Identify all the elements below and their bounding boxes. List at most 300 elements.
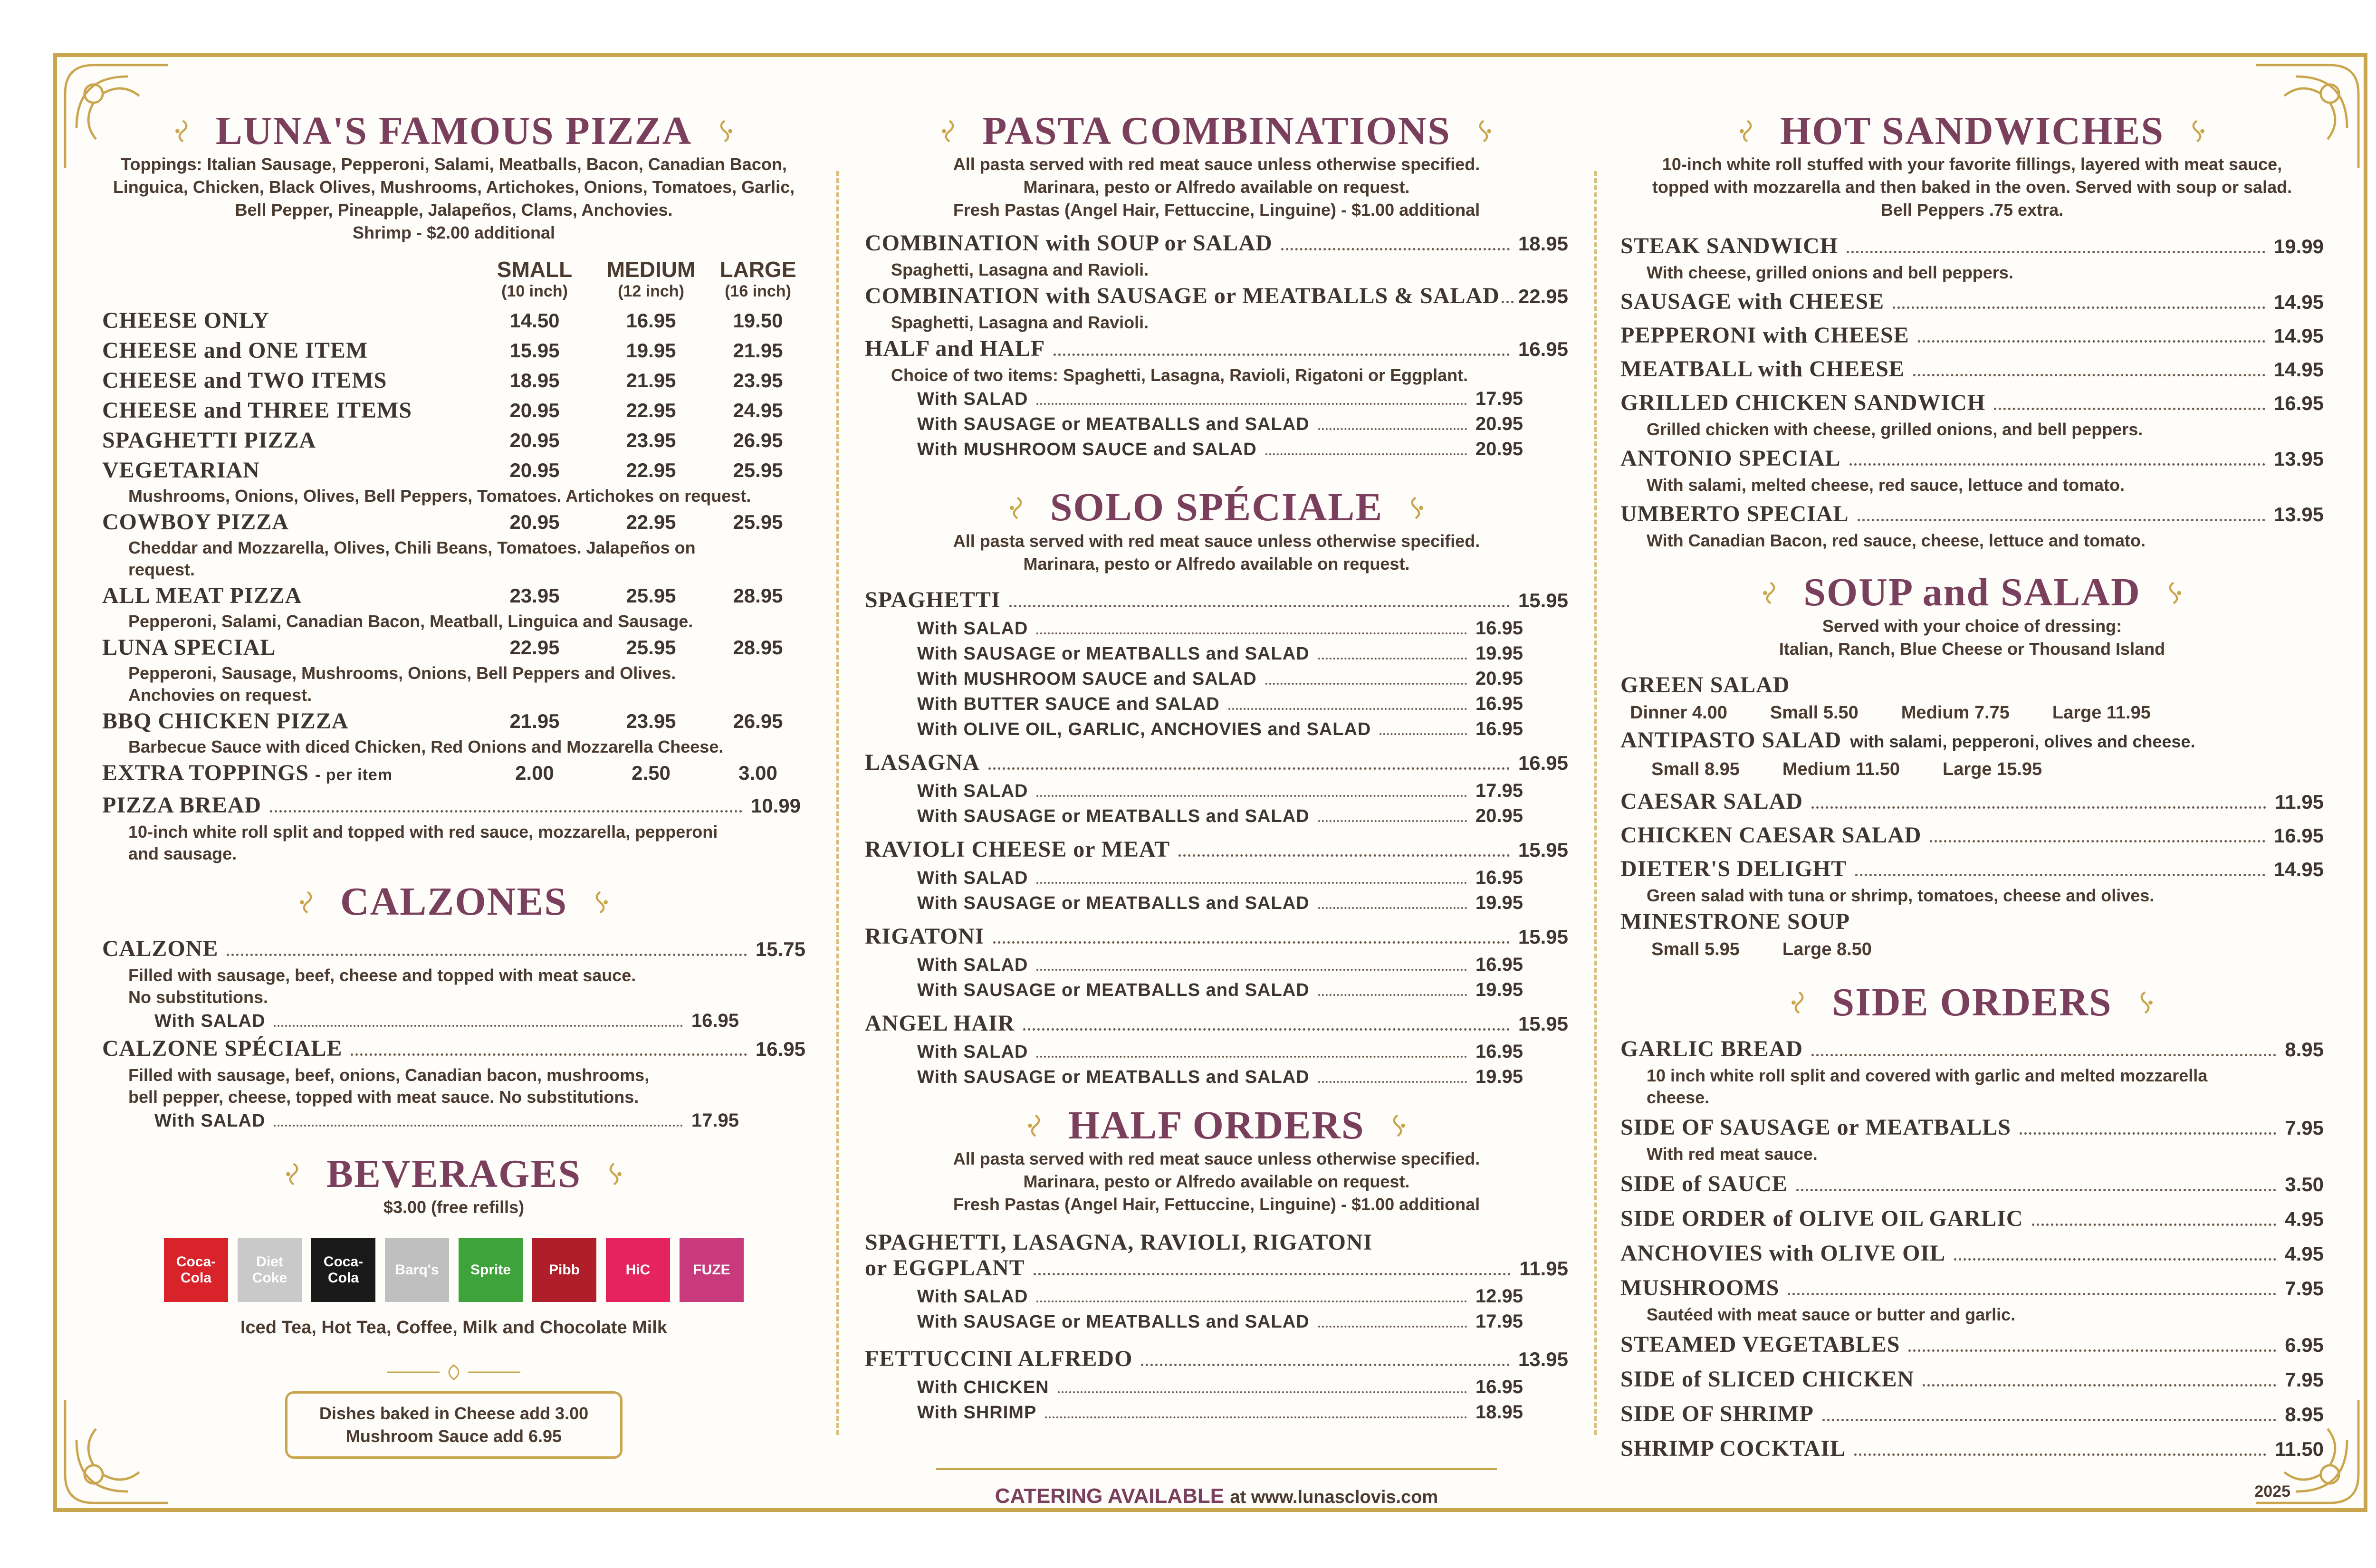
- pizza-row: [102, 425, 805, 455]
- item-name: GREEN SALAD: [1620, 672, 1790, 698]
- menu-sub-item: [865, 1039, 1523, 1064]
- item-price: 7.95: [2285, 1368, 2324, 1391]
- menu-sub-item: [865, 865, 1523, 890]
- size-label: SMALL: [497, 257, 573, 282]
- menu-item: [102, 1033, 805, 1064]
- item-description: Filled with sausage, beef, cheese and topped with meat sauce. No substitutions.: [128, 965, 636, 1007]
- item-price: 16.95: [2273, 392, 2324, 415]
- section-title: BEVERAGES: [326, 1151, 582, 1196]
- size-price: Large 11.95: [2052, 702, 2151, 723]
- item-name: HALF and HALF: [865, 336, 1045, 362]
- leader-dots: [2020, 1132, 2276, 1135]
- item-name: SIDE OF SAUSAGE or MEATBALLS: [1620, 1115, 2011, 1140]
- item-name: VEGETARIAN: [102, 458, 260, 483]
- menu-sub-item: [865, 803, 1523, 829]
- sub-list: [865, 1375, 1568, 1425]
- menu-item: [865, 921, 1568, 952]
- item-description: Barbecue Sauce with diced Chicken, Red Onions and Mozzarella Cheese.: [128, 737, 724, 757]
- item-price: 8.95: [2285, 1403, 2324, 1426]
- item-name: MINESTRONE SOUP: [1620, 908, 1850, 934]
- leader-dots: [1265, 683, 1467, 685]
- item-name: ANGEL HAIR: [865, 1010, 1015, 1036]
- item-name: PIZZA BREAD: [102, 793, 262, 818]
- leader-dots: [1930, 840, 2265, 842]
- size-prices: [1620, 937, 2324, 962]
- item-price: 15.75: [755, 937, 805, 960]
- leader-dots: [1855, 874, 2265, 876]
- pizza-row: [102, 507, 805, 537]
- flourish-icon: [280, 1160, 307, 1188]
- column-middle: [865, 109, 1568, 1508]
- price-small: 20.95: [509, 399, 560, 422]
- item-price: 16.95: [1475, 1041, 1523, 1062]
- leader-dots: [1318, 994, 1467, 996]
- item-name: LASAGNA: [865, 749, 980, 775]
- pizza-row: [102, 335, 805, 365]
- item-name: With SALAD: [917, 955, 1028, 975]
- menu-item: [1620, 670, 2324, 700]
- item-price: 19.95: [1475, 1066, 1523, 1087]
- menu-sub-item: [865, 437, 1523, 462]
- menu-item: [1620, 1204, 2324, 1234]
- pizza-row: [102, 581, 805, 611]
- item-price: 19.95: [1475, 979, 1523, 1000]
- item-price: 7.95: [2285, 1277, 2324, 1300]
- leader-dots: [2032, 1224, 2277, 1226]
- menu-sub-item: [865, 641, 1523, 666]
- leader-dots: [1036, 1300, 1466, 1302]
- item-name: EXTRA TOPPINGS: [102, 760, 309, 786]
- size-price: Large 8.50: [1782, 939, 1872, 959]
- item-description: Pepperoni, Salami, Canadian Bacon, Meatball, Linguica and Sausage.: [128, 612, 693, 631]
- menu-sub-item: [865, 890, 1523, 916]
- flourish-icon: [2131, 989, 2159, 1016]
- item-price: 16.95: [755, 1037, 805, 1060]
- item-name: PEPPERONI with CHEESE: [1620, 323, 1909, 348]
- item-name: With SAUSAGE or MEATBALLS and SALAD: [917, 980, 1310, 1000]
- item-name: With SAUSAGE or MEATBALLS and SALAD: [917, 806, 1310, 826]
- size-header: [102, 257, 805, 301]
- price-small: 20.95: [509, 429, 560, 452]
- price-medium: 16.95: [626, 309, 676, 332]
- item-name: With OLIVE OIL, GARLIC, ANCHOVIES and SALAD: [917, 719, 1371, 739]
- soda-logo: Coca-Cola: [164, 1238, 228, 1302]
- section-note: All pasta served with red meat sauce unless otherwise specified.: [953, 531, 1480, 551]
- menu-sub-item: [865, 616, 1523, 641]
- addons-box: [285, 1391, 623, 1459]
- solo-list: [865, 585, 1568, 1090]
- half-list: [865, 1227, 1568, 1425]
- section-title: SOLO SPÉCIALE: [1050, 485, 1383, 530]
- item-name: With SAUSAGE or MEATBALLS and SALAD: [917, 1312, 1310, 1332]
- sub-list: [865, 952, 1568, 1003]
- leader-dots: [1811, 1054, 2276, 1056]
- item-name: COWBOY PIZZA: [102, 509, 289, 535]
- section-note: Marinara, pesto or Alfredo available on request.: [1023, 177, 1410, 197]
- menu-item: [865, 834, 1568, 865]
- price-medium: 22.95: [626, 399, 676, 422]
- item-name: DIETER'S DELIGHT: [1620, 856, 1847, 881]
- size-price: Medium 11.50: [1782, 759, 1900, 779]
- item-name: CHICKEN CAESAR SALAD: [1620, 822, 1922, 848]
- pizza-row: [102, 632, 805, 662]
- item-name: SAUSAGE with CHEESE: [1620, 289, 1885, 315]
- menu-sub-item: [865, 411, 1523, 437]
- item-price: 22.95: [1518, 285, 1568, 308]
- leader-dots: [1318, 1081, 1467, 1083]
- section-title: HALF ORDERS: [1068, 1103, 1365, 1147]
- menu-sub-item: [865, 952, 1523, 977]
- catering-url[interactable]: at www.lunasclovis.com: [1230, 1487, 1438, 1508]
- leader-dots: [1893, 306, 2265, 309]
- pizza-row: [102, 395, 805, 425]
- menu-item: [1620, 320, 2324, 351]
- item-description: Pepperoni, Sausage, Mushrooms, Onions, Bell Peppers and Olives. Anchovies on request.: [128, 663, 676, 705]
- menu-item: [1620, 287, 2324, 317]
- price-large: 21.95: [733, 339, 783, 362]
- leader-dots: [1318, 1326, 1467, 1328]
- item-price: 3.50: [2285, 1173, 2324, 1196]
- leader-dots: [1918, 340, 2265, 343]
- price-small: 23.95: [509, 584, 560, 607]
- menu-sub-item: [865, 1284, 1523, 1309]
- item-price: 16.95: [1475, 1377, 1523, 1398]
- sandwich-section-title: [1620, 109, 2324, 153]
- item-price: 13.95: [1518, 1348, 1568, 1371]
- price-medium: 25.95: [626, 584, 676, 607]
- flourish-icon: [1757, 579, 1784, 607]
- leader-dots: [1954, 1258, 2276, 1261]
- half-section-title: [865, 1104, 1568, 1147]
- soda-logo: Barq's: [385, 1238, 449, 1302]
- menu-item: [1620, 1273, 2324, 1304]
- item-name: With SAUSAGE or MEATBALLS and SALAD: [917, 414, 1310, 435]
- item-name: SPAGHETTI: [865, 587, 1001, 612]
- menu-item: [1620, 1112, 2324, 1143]
- price-small: 20.95: [509, 511, 560, 534]
- item-price: 19.99: [2273, 235, 2324, 258]
- other-beverages: Iced Tea, Hot Tea, Coffee, Milk and Chocolate Milk: [240, 1318, 668, 1338]
- leader-dots: [1923, 1384, 2276, 1386]
- item-price: 20.95: [1475, 668, 1523, 689]
- item-price: 16.95: [1475, 617, 1523, 639]
- item-price: 20.95: [1475, 413, 1523, 435]
- menu-item: [102, 934, 805, 965]
- menu-item: [1620, 354, 2324, 385]
- flourish-icon: [1402, 494, 1429, 522]
- price-small: 15.95: [509, 339, 560, 362]
- item-description: Spaghetti, Lasagna and Ravioli.: [891, 260, 1149, 280]
- leader-dots: [1036, 403, 1466, 405]
- price-medium: 22.95: [626, 511, 676, 534]
- leader-dots: [1994, 408, 2265, 410]
- menu-item: [1620, 1238, 2324, 1269]
- price-large: 26.95: [733, 429, 783, 452]
- pizza-row: [102, 306, 805, 335]
- item-name: ALL MEAT PIZZA: [102, 583, 302, 609]
- leader-dots: [1009, 605, 1510, 607]
- flourish-icon: [600, 1160, 628, 1188]
- column-divider: [1594, 171, 1597, 1435]
- price-small: 22.95: [509, 636, 560, 659]
- item-name: With SHRIMP: [917, 1403, 1037, 1423]
- item-price: 16.95: [1475, 693, 1523, 714]
- item-price: 12.95: [1475, 1286, 1523, 1307]
- leader-dots: [1849, 463, 2265, 466]
- soda-logo: FUZE: [680, 1238, 744, 1302]
- leader-dots: [1858, 519, 2265, 521]
- sub-list: [865, 1284, 1568, 1334]
- price-medium: 19.95: [626, 339, 676, 362]
- price-small: 14.50: [509, 309, 560, 332]
- price-large: 28.95: [733, 636, 783, 659]
- item-name: FETTUCCINI ALFREDO: [865, 1346, 1133, 1372]
- flourish-icon: [169, 117, 197, 145]
- size-price: Medium 7.75: [1901, 702, 2010, 723]
- calzone-list: [102, 934, 805, 1133]
- beverage-price: $3.00 (free refills): [383, 1197, 525, 1217]
- leader-dots: [988, 767, 1510, 770]
- flourish-icon: [2160, 579, 2187, 607]
- price-large: 26.95: [733, 710, 783, 733]
- section-note: Fresh Pastas (Angel Hair, Fettuccine, Linguine) - $1.00 additional: [953, 200, 1480, 220]
- item-name: CHEESE and TWO ITEMS: [102, 368, 387, 393]
- soda-logo: Pibb: [532, 1238, 596, 1302]
- item-name: CHEESE and ONE ITEM: [102, 338, 368, 363]
- size-price: Small 8.95: [1651, 759, 1740, 779]
- section-note: All pasta served with red meat sauce unless otherwise specified.: [953, 1149, 1480, 1169]
- calzones-section-title: [102, 880, 805, 924]
- item-price: 15.95: [1518, 838, 1568, 861]
- leader-dots: [1913, 374, 2265, 376]
- menu-item: [865, 747, 1568, 778]
- section-note: Italian, Ranch, Blue Cheese or Thousand Island: [1779, 639, 2165, 659]
- sub-item-price: 16.95: [691, 1010, 739, 1031]
- item-name: ANCHOVIES with OLIVE OIL: [1620, 1241, 1946, 1266]
- item-name: COMBINATION with SOUP or SALAD: [865, 230, 1273, 256]
- section-note: All pasta served with red meat sauce unless otherwise specified.: [953, 154, 1480, 174]
- flourish-icon: [1734, 117, 1761, 145]
- size-inch: (10 inch): [501, 282, 568, 301]
- soda-logo: Coca-Cola: [311, 1238, 375, 1302]
- item-name: STEAK SANDWICH: [1620, 233, 1839, 259]
- item-name: SIDE OF SHRIMP: [1620, 1401, 1814, 1427]
- item-description: Choice of two items: Spaghetti, Lasagna, Ravioli, Rigatoni or Eggplant.: [891, 365, 1468, 385]
- item-description: With salami, melted cheese, red sauce, lettuce and tomato.: [1647, 475, 2125, 495]
- size-label: LARGE: [719, 257, 796, 282]
- catering-label: CATERING AVAILABLE: [995, 1484, 1225, 1508]
- soda-logo: HiC: [606, 1238, 670, 1302]
- catering-divider: [936, 1468, 1497, 1470]
- sub-list: [865, 616, 1568, 742]
- item-name: RAVIOLI CHEESE or MEAT: [865, 836, 1170, 862]
- item-price: 14.95: [2273, 858, 2324, 880]
- item-name: BBQ CHICKEN PIZZA: [102, 708, 349, 734]
- menu-sub-item: [865, 977, 1523, 1003]
- leader-dots: [1796, 1189, 2277, 1191]
- item-price: 8.95: [2285, 1038, 2324, 1061]
- price-large: 28.95: [733, 584, 783, 607]
- item-name: GRILLED CHICKEN SANDWICH: [1620, 390, 1986, 416]
- item-price: 4.95: [2285, 1243, 2324, 1265]
- item-description: Filled with sausage, beef, onions, Canadian bacon, mushrooms, bell pepper, cheese, topped with meat sauce. No substitutions.: [128, 1065, 650, 1107]
- item-description: with salami, pepperoni, olives and cheese.: [1850, 731, 2195, 751]
- pizza-section-title: [102, 109, 805, 153]
- item-price: 16.95: [1518, 751, 1568, 774]
- menu-item: [1620, 1364, 2324, 1395]
- menu-item: [1620, 499, 2324, 530]
- item-name: LUNA SPECIAL: [102, 635, 276, 660]
- item-name: SPAGHETTI, LASAGNA, RAVIOLI, RIGATONI: [865, 1230, 1373, 1255]
- menu-sub-item: [102, 1108, 805, 1133]
- size-prices: [1620, 757, 2324, 782]
- flourish-icon: [586, 889, 614, 916]
- item-description: With cheese, grilled onions and bell peppers.: [1647, 263, 2013, 283]
- leader-dots: [1318, 428, 1467, 430]
- item-price: 13.95: [2273, 448, 2324, 470]
- menu-item: [865, 334, 1568, 364]
- size-price: Small 5.50: [1770, 702, 1859, 723]
- sub-list: [865, 865, 1568, 916]
- item-price: 16.95: [1475, 867, 1523, 888]
- extra-toppings-row: [102, 758, 805, 790]
- sub-list: [865, 386, 1568, 462]
- size-inch: (12 inch): [618, 282, 684, 301]
- item-price: 20.95: [1475, 439, 1523, 460]
- item-name: With SALAD: [917, 618, 1028, 639]
- leader-dots: [993, 941, 1510, 944]
- item-name: SIDE ORDER of OLIVE OIL GARLIC: [1620, 1206, 2023, 1232]
- leader-dots: [1036, 1056, 1466, 1058]
- price-medium: 23.95: [626, 710, 676, 733]
- addon-note: Mushroom Sauce add 6.95: [345, 1426, 562, 1446]
- item-name: CAESAR SALAD: [1620, 788, 1803, 814]
- menu-sub-item: [865, 1064, 1523, 1090]
- leader-dots: [1036, 632, 1466, 634]
- menu-sub-item: [865, 1375, 1523, 1400]
- item-price: 11.50: [2275, 1438, 2324, 1461]
- price-small: 20.95: [509, 459, 560, 482]
- flourish-icon: [1384, 1112, 1411, 1139]
- menu-sub-item: [865, 691, 1523, 717]
- price-large: 25.95: [733, 459, 783, 482]
- item-suffix: - per item: [315, 766, 393, 784]
- flourish-icon: [294, 889, 321, 916]
- flourish-icon: [1785, 989, 1813, 1016]
- item-name: ANTONIO SPECIAL: [1620, 446, 1841, 471]
- item-name: or EGGPLANT: [865, 1255, 1025, 1281]
- item-description: 10-inch white roll split and topped with red sauce, mozzarella, pepperoni and sausage.: [128, 822, 718, 864]
- item-name: GARLIC BREAD: [1620, 1036, 1803, 1062]
- menu-item: [1620, 443, 2324, 474]
- size-price: Dinner 4.00: [1630, 702, 1727, 723]
- shrimp-note: Shrimp - $2.00 additional: [352, 223, 556, 243]
- flourish-icon: [1022, 1112, 1049, 1139]
- price-large: 23.95: [733, 369, 783, 392]
- item-price: 13.95: [2273, 503, 2324, 526]
- menu-sub-item: [865, 1309, 1523, 1334]
- item-name: With MUSHROOM SAUCE and SALAD: [917, 669, 1257, 689]
- price-medium: 25.95: [626, 636, 676, 659]
- leader-dots: [1178, 854, 1510, 857]
- item-name: CALZONE: [102, 936, 219, 961]
- section-title: PASTA COMBINATIONS: [982, 109, 1451, 153]
- item-price: 15.95: [1518, 1012, 1568, 1035]
- soda-logo: Sprite: [459, 1238, 523, 1302]
- soda-logo: Diet Coke: [238, 1238, 302, 1302]
- price-small: 18.95: [509, 369, 560, 392]
- menu-item: [1620, 1434, 2324, 1464]
- item-price: 11.95: [1519, 1257, 1568, 1280]
- item-price: 15.95: [1518, 925, 1568, 948]
- item-price: 6.95: [2285, 1334, 2324, 1357]
- pasta-list: [865, 228, 1568, 462]
- salad-list: [1620, 786, 2324, 907]
- menu-sub-item: [865, 666, 1523, 691]
- soup-section-title: [1620, 571, 2324, 614]
- leader-dots: [1023, 1028, 1510, 1031]
- addon-note: Dishes baked in Cheese add 3.00: [319, 1404, 589, 1424]
- section-title: SOUP and SALAD: [1803, 570, 2141, 615]
- leader-dots: [1811, 806, 2266, 809]
- item-name: CHEESE and THREE ITEMS: [102, 398, 412, 423]
- item-name: With SAUSAGE or MEATBALLS and SALAD: [917, 643, 1310, 664]
- item-price: 16.95: [1475, 954, 1523, 975]
- menu-item: [1620, 231, 2324, 262]
- leader-dots: [1036, 969, 1466, 971]
- menu-sub-item: [865, 778, 1523, 803]
- leader-dots: [1058, 1391, 1467, 1393]
- item-name: With MUSHROOM SAUCE and SALAD: [917, 440, 1257, 460]
- leader-dots: [1380, 733, 1467, 735]
- menu-item: [1620, 388, 2324, 419]
- column-right: [1620, 109, 2324, 1464]
- item-name: CHEESE ONLY: [102, 308, 270, 334]
- section-note: topped with mozzarella and then baked in the oven. Served with soup or salad.: [1652, 177, 2292, 197]
- sub-item-name: With SALAD: [154, 1110, 266, 1131]
- leader-dots: [1036, 882, 1466, 884]
- section-note: Marinara, pesto or Alfredo available on request.: [1023, 1172, 1410, 1192]
- item-description: Grilled chicken with cheese, grilled onions, and bell peppers.: [1647, 420, 2143, 440]
- sub-list: [865, 1039, 1568, 1090]
- item-name: CALZONE SPÉCIALE: [102, 1035, 343, 1061]
- item-price: 7.95: [2285, 1117, 2324, 1139]
- price-medium: 2.50: [632, 762, 671, 784]
- item-price: 17.95: [1475, 388, 1523, 410]
- menu-item: [1620, 786, 2324, 817]
- column-divider: [836, 171, 839, 1435]
- menu-sub-item: [865, 717, 1523, 742]
- section-note: Served with your choice of dressing:: [1822, 616, 2122, 636]
- item-price: 16.95: [1475, 718, 1523, 739]
- leader-dots: [1847, 251, 2265, 253]
- item-price: 16.95: [1518, 338, 1568, 361]
- item-name: STEAMED VEGETABLES: [1620, 1332, 1900, 1358]
- sides-section-title: [1620, 981, 2324, 1024]
- item-name: With BUTTER SAUCE and SALAD: [917, 694, 1220, 714]
- item-name: With SALAD: [917, 1287, 1028, 1307]
- size-price: Large 15.95: [1943, 759, 2042, 779]
- menu-year: 2025: [2254, 1482, 2290, 1501]
- pizza-row: [102, 706, 805, 736]
- leader-dots: [1036, 795, 1466, 797]
- beverages-section-title: [102, 1152, 805, 1196]
- item-description: 10 inch white roll split and covered with garlic and melted mozzarella cheese.: [1647, 1066, 2208, 1108]
- section-title: HOT SANDWICHES: [1780, 109, 2165, 153]
- menu-item: [1620, 1329, 2324, 1360]
- price-large: 3.00: [738, 762, 777, 784]
- price-large: 24.95: [733, 399, 783, 422]
